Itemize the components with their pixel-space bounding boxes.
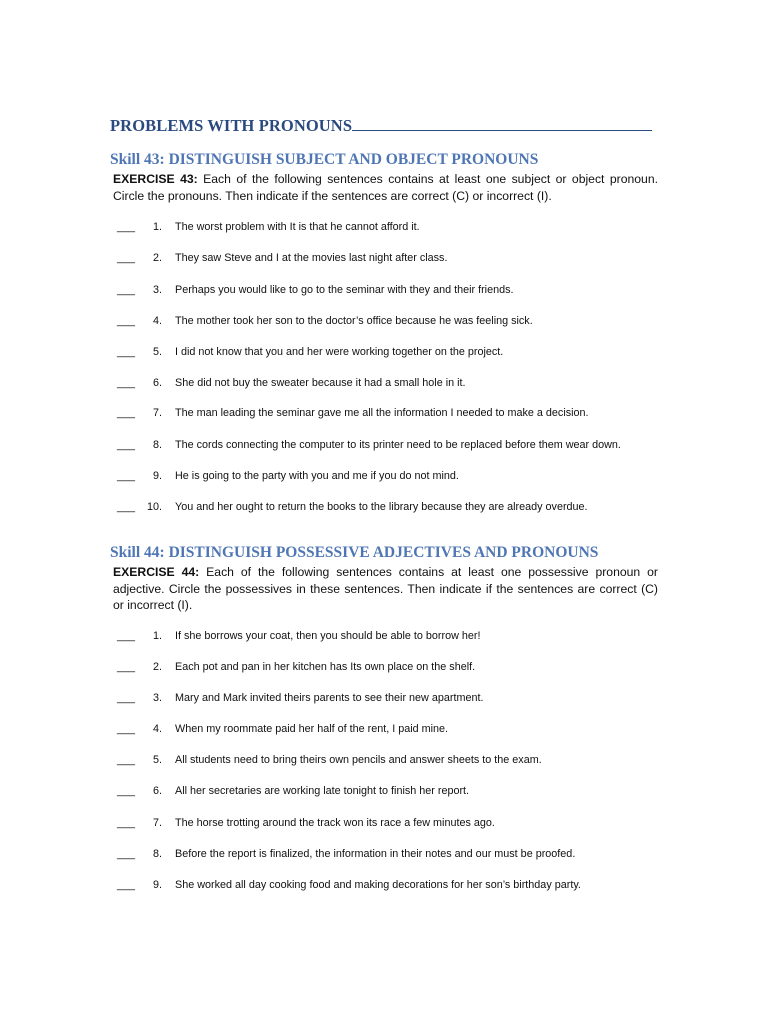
exercise-item	[117, 469, 657, 483]
item-number: 8.	[152, 848, 162, 860]
exercise-item	[117, 691, 657, 705]
item-number: 1.	[152, 221, 162, 233]
item-number: 7.	[152, 817, 162, 829]
answer-blank[interactable]: ___	[117, 470, 136, 482]
item-number: 4.	[152, 723, 162, 735]
item-sentence: When my roommate paid her half of the rent, I paid mine.	[175, 723, 449, 735]
answer-blank[interactable]: ___	[117, 817, 136, 829]
exercise-43-label: EXERCISE 43:	[113, 172, 198, 186]
item-sentence: The horse trotting around the track won its race a few minutes ago.	[175, 817, 495, 829]
answer-blank[interactable]: ___	[117, 723, 136, 735]
exercise-item	[117, 878, 657, 892]
exercise-44-text: Each of the following sentences contains at least one possessive pronoun or adjective. Circle the possessives in these sentences. Then indicate if the sentences are correct (C) or incorrect (I).	[113, 565, 658, 612]
answer-blank[interactable]: ___	[117, 346, 136, 358]
answer-blank[interactable]: ___	[117, 630, 136, 642]
exercise-item	[117, 816, 657, 830]
item-number: 3.	[152, 692, 162, 704]
exercise-44-instructions	[113, 564, 658, 614]
item-number: 7.	[152, 407, 162, 419]
answer-blank[interactable]: ___	[117, 377, 136, 389]
item-sentence: You and her ought to return the books to the library because they are already overdue.	[175, 501, 588, 513]
skill-43-heading: Skill 43: DISTINGUISH SUBJECT AND OBJECT PRONOUNS	[110, 151, 539, 168]
exercise-item	[117, 500, 657, 514]
answer-blank[interactable]: ___	[117, 785, 136, 797]
item-number: 9.	[152, 470, 162, 482]
exercise-item	[117, 283, 657, 297]
answer-blank[interactable]: ___	[117, 661, 136, 673]
item-number: 4.	[152, 315, 162, 327]
answer-blank[interactable]: ___	[117, 221, 136, 233]
skill-44-heading: Skill 44: DISTINGUISH POSSESSIVE ADJECTIVES AND PRONOUNS	[110, 544, 599, 561]
item-sentence: Perhaps you would like to go to the seminar with they and their friends.	[175, 284, 514, 296]
exercise-item	[117, 220, 657, 234]
item-sentence: The man leading the seminar gave me all the information I needed to make a decision.	[175, 407, 589, 419]
item-sentence: I did not know that you and her were working together on the project.	[175, 346, 504, 358]
item-number: 2.	[152, 252, 162, 264]
title-underline-rule	[352, 129, 652, 131]
item-sentence: The mother took her son to the doctor’s office because he was feeling sick.	[175, 315, 533, 327]
exercise-item	[117, 722, 657, 736]
answer-blank[interactable]: ___	[117, 879, 136, 891]
answer-blank[interactable]: ___	[117, 439, 136, 451]
exercise-44-label: EXERCISE 44:	[113, 565, 200, 579]
item-number: 6.	[152, 785, 162, 797]
answer-blank[interactable]: ___	[117, 407, 136, 419]
item-sentence: All her secretaries are working late tonight to finish her report.	[175, 785, 470, 797]
item-sentence: They saw Steve and I at the movies last night after class.	[175, 252, 448, 264]
exercise-item	[117, 345, 657, 359]
item-sentence: Before the report is finalized, the information in their notes and our must be proofed.	[175, 848, 576, 860]
item-sentence: The cords connecting the computer to its printer need to be replaced before them wear down.	[175, 439, 621, 451]
answer-blank[interactable]: ___	[117, 284, 136, 296]
item-sentence: If she borrows your coat, then you should be able to borrow her!	[175, 630, 481, 642]
exercise-43-instructions	[113, 171, 658, 204]
answer-blank[interactable]: ___	[117, 501, 136, 513]
item-sentence: He is going to the party with you and me if you do not mind.	[175, 470, 459, 482]
page-title-text: PROBLEMS WITH PRONOUNS	[110, 116, 353, 135]
exercise-item	[117, 438, 657, 452]
item-number: 5.	[152, 754, 162, 766]
item-number: 10.	[146, 501, 162, 513]
answer-blank[interactable]: ___	[117, 692, 136, 704]
item-number: 9.	[152, 879, 162, 891]
item-number: 3.	[152, 284, 162, 296]
answer-blank[interactable]: ___	[117, 754, 136, 766]
exercise-item	[117, 629, 657, 643]
answer-blank[interactable]: ___	[117, 252, 136, 264]
exercise-item	[117, 660, 657, 674]
item-sentence: The worst problem with It is that he cannot afford it.	[175, 221, 420, 233]
item-sentence: Mary and Mark invited theirs parents to see their new apartment.	[175, 692, 484, 704]
exercise-item	[117, 753, 657, 767]
item-number: 5.	[152, 346, 162, 358]
item-sentence: She worked all day cooking food and making decorations for her son’s birthday party.	[175, 879, 581, 891]
exercise-item	[117, 376, 657, 390]
answer-blank[interactable]: ___	[117, 848, 136, 860]
exercise-item	[117, 406, 657, 420]
answer-blank[interactable]: ___	[117, 315, 136, 327]
item-sentence: All students need to bring theirs own pencils and answer sheets to the exam.	[175, 754, 542, 766]
item-sentence: She did not buy the sweater because it had a small hole in it.	[175, 377, 466, 389]
exercise-item	[117, 847, 657, 861]
item-number: 2.	[152, 661, 162, 673]
item-number: 6.	[152, 377, 162, 389]
item-sentence: Each pot and pan in her kitchen has Its own place on the shelf.	[175, 661, 476, 673]
exercise-item	[117, 314, 657, 328]
exercise-item	[117, 784, 657, 798]
exercise-43-text: Each of the following sentences contains at least one subject or object pronoun. Circle the pronouns. Then indicate if the sentences are correct (C) or incorrect (I).	[113, 172, 658, 203]
item-number: 8.	[152, 439, 162, 451]
exercise-item	[117, 251, 657, 265]
item-number: 1.	[152, 630, 162, 642]
page-title	[110, 116, 652, 136]
